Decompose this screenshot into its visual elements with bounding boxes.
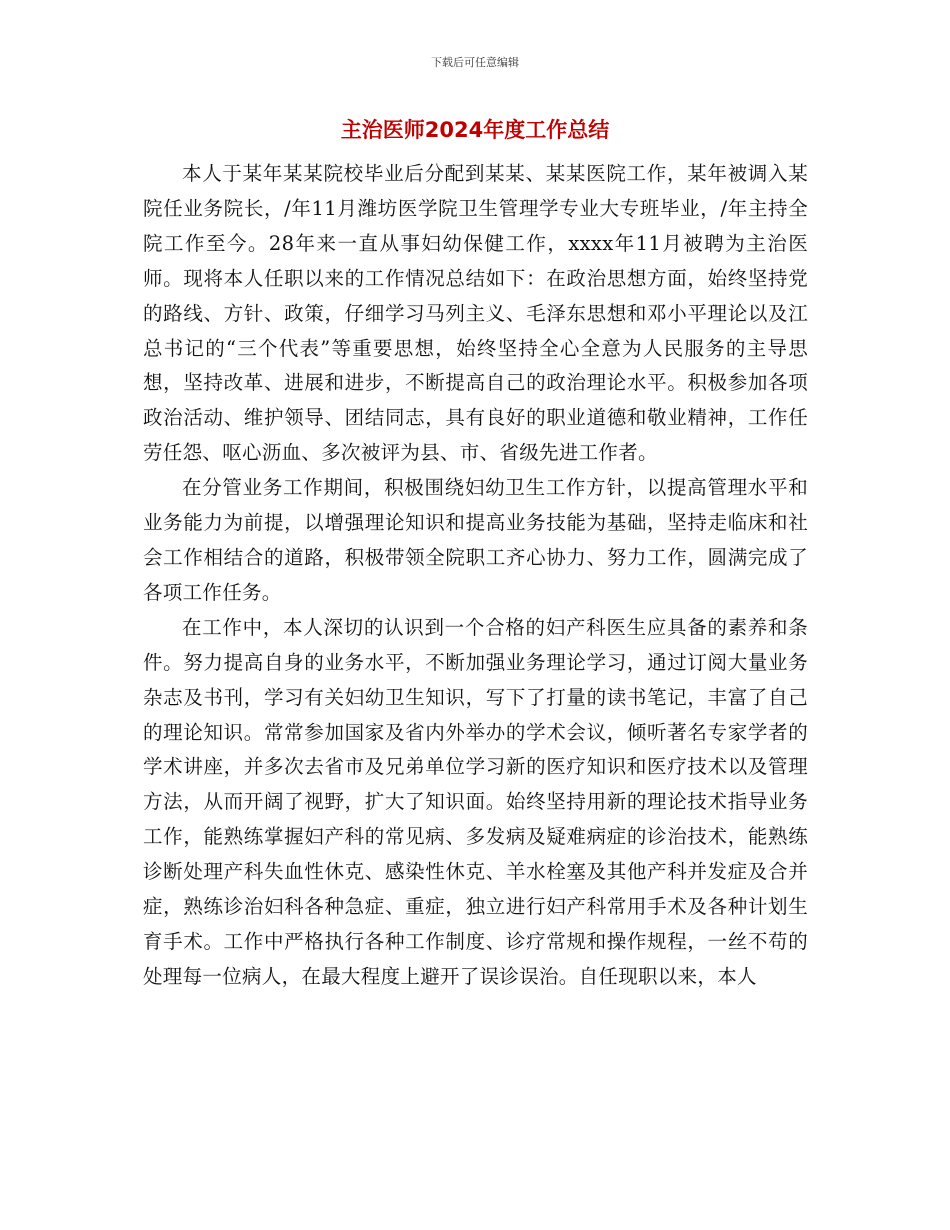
document-title: 主治医师2024年度工作总结 (340, 118, 610, 142)
header-note: 下载后可任意编辑 (431, 56, 519, 69)
paragraph-2: 在分管业务工作期间，积极围绕妇幼卫生工作方针，以提高管理水平和业务能力为前提，以增强理论知识和提高业务技能为基础，坚持走临床和社会工作相结合的道路，积极带领全院职工齐心协力、努力工作，圆满完成了各项工作任务。 (143, 476, 808, 604)
document-body (143, 157, 808, 995)
paragraph-3: 在工作中，本人深切的认识到一个合格的妇产科医生应具备的素养和条件。努力提高自身的业务水平，不断加强业务理论学习，通过订阅大量业务杂志及书刊，学习有关妇幼卫生知识，写下了打量的读书笔记，丰富了自己的理论知识。常常参加国家及省内外举办的学术会议，倾听著名专家学者的学术讲座，并多次去省市及兄弟单位学习新的医疗知识和医疗技术以及管理方法，从而开阔了视野，扩大了知识面。始终坚持用新的理论技术指导业务工作，能熟练掌握妇产科的常见病、多发病及疑难病症的诊治技术，能熟练诊断处理产科失血性休克、感染性休克、羊水栓塞及其他产科并发症及合并症，熟练诊治妇科各种急症、重症，独立进行妇产科常用手术及各种计划生育手术。工作中严格执行各种工作制度、诊疗常规和操作规程，一丝不苟的处理每一位病人，在最大程度上避开了误诊误治。自任现职以来，本人 (143, 615, 808, 988)
paragraph-1: 本人于某年某某院校毕业后分配到某某、某某医院工作，某年被调入某院任业务院长，/年11月潍坊医学院卫生管理学专业大专班毕业，/年主持全院工作至今。28年来一直从事妇幼保健工作，xxxx年11月被聘为主治医师。现将本人任职以来的工作情况总结如下：在政治思想方面，始终坚持党的路线、方针、政策，仔细学习马列主义、毛泽东思想和邓小平理论以及江总书记的“三个代表”等重要思想，始终坚持全心全意为人民服务的主导思想，坚持改革、进展和进步，不断提高自己的政治理论水平。积极参加各项政治活动、维护领导、团结同志，具有良好的职业道德和敬业精神，工作任劳任怨、呕心沥血、多次被评为县、市、省级先进工作者。 (143, 162, 808, 465)
